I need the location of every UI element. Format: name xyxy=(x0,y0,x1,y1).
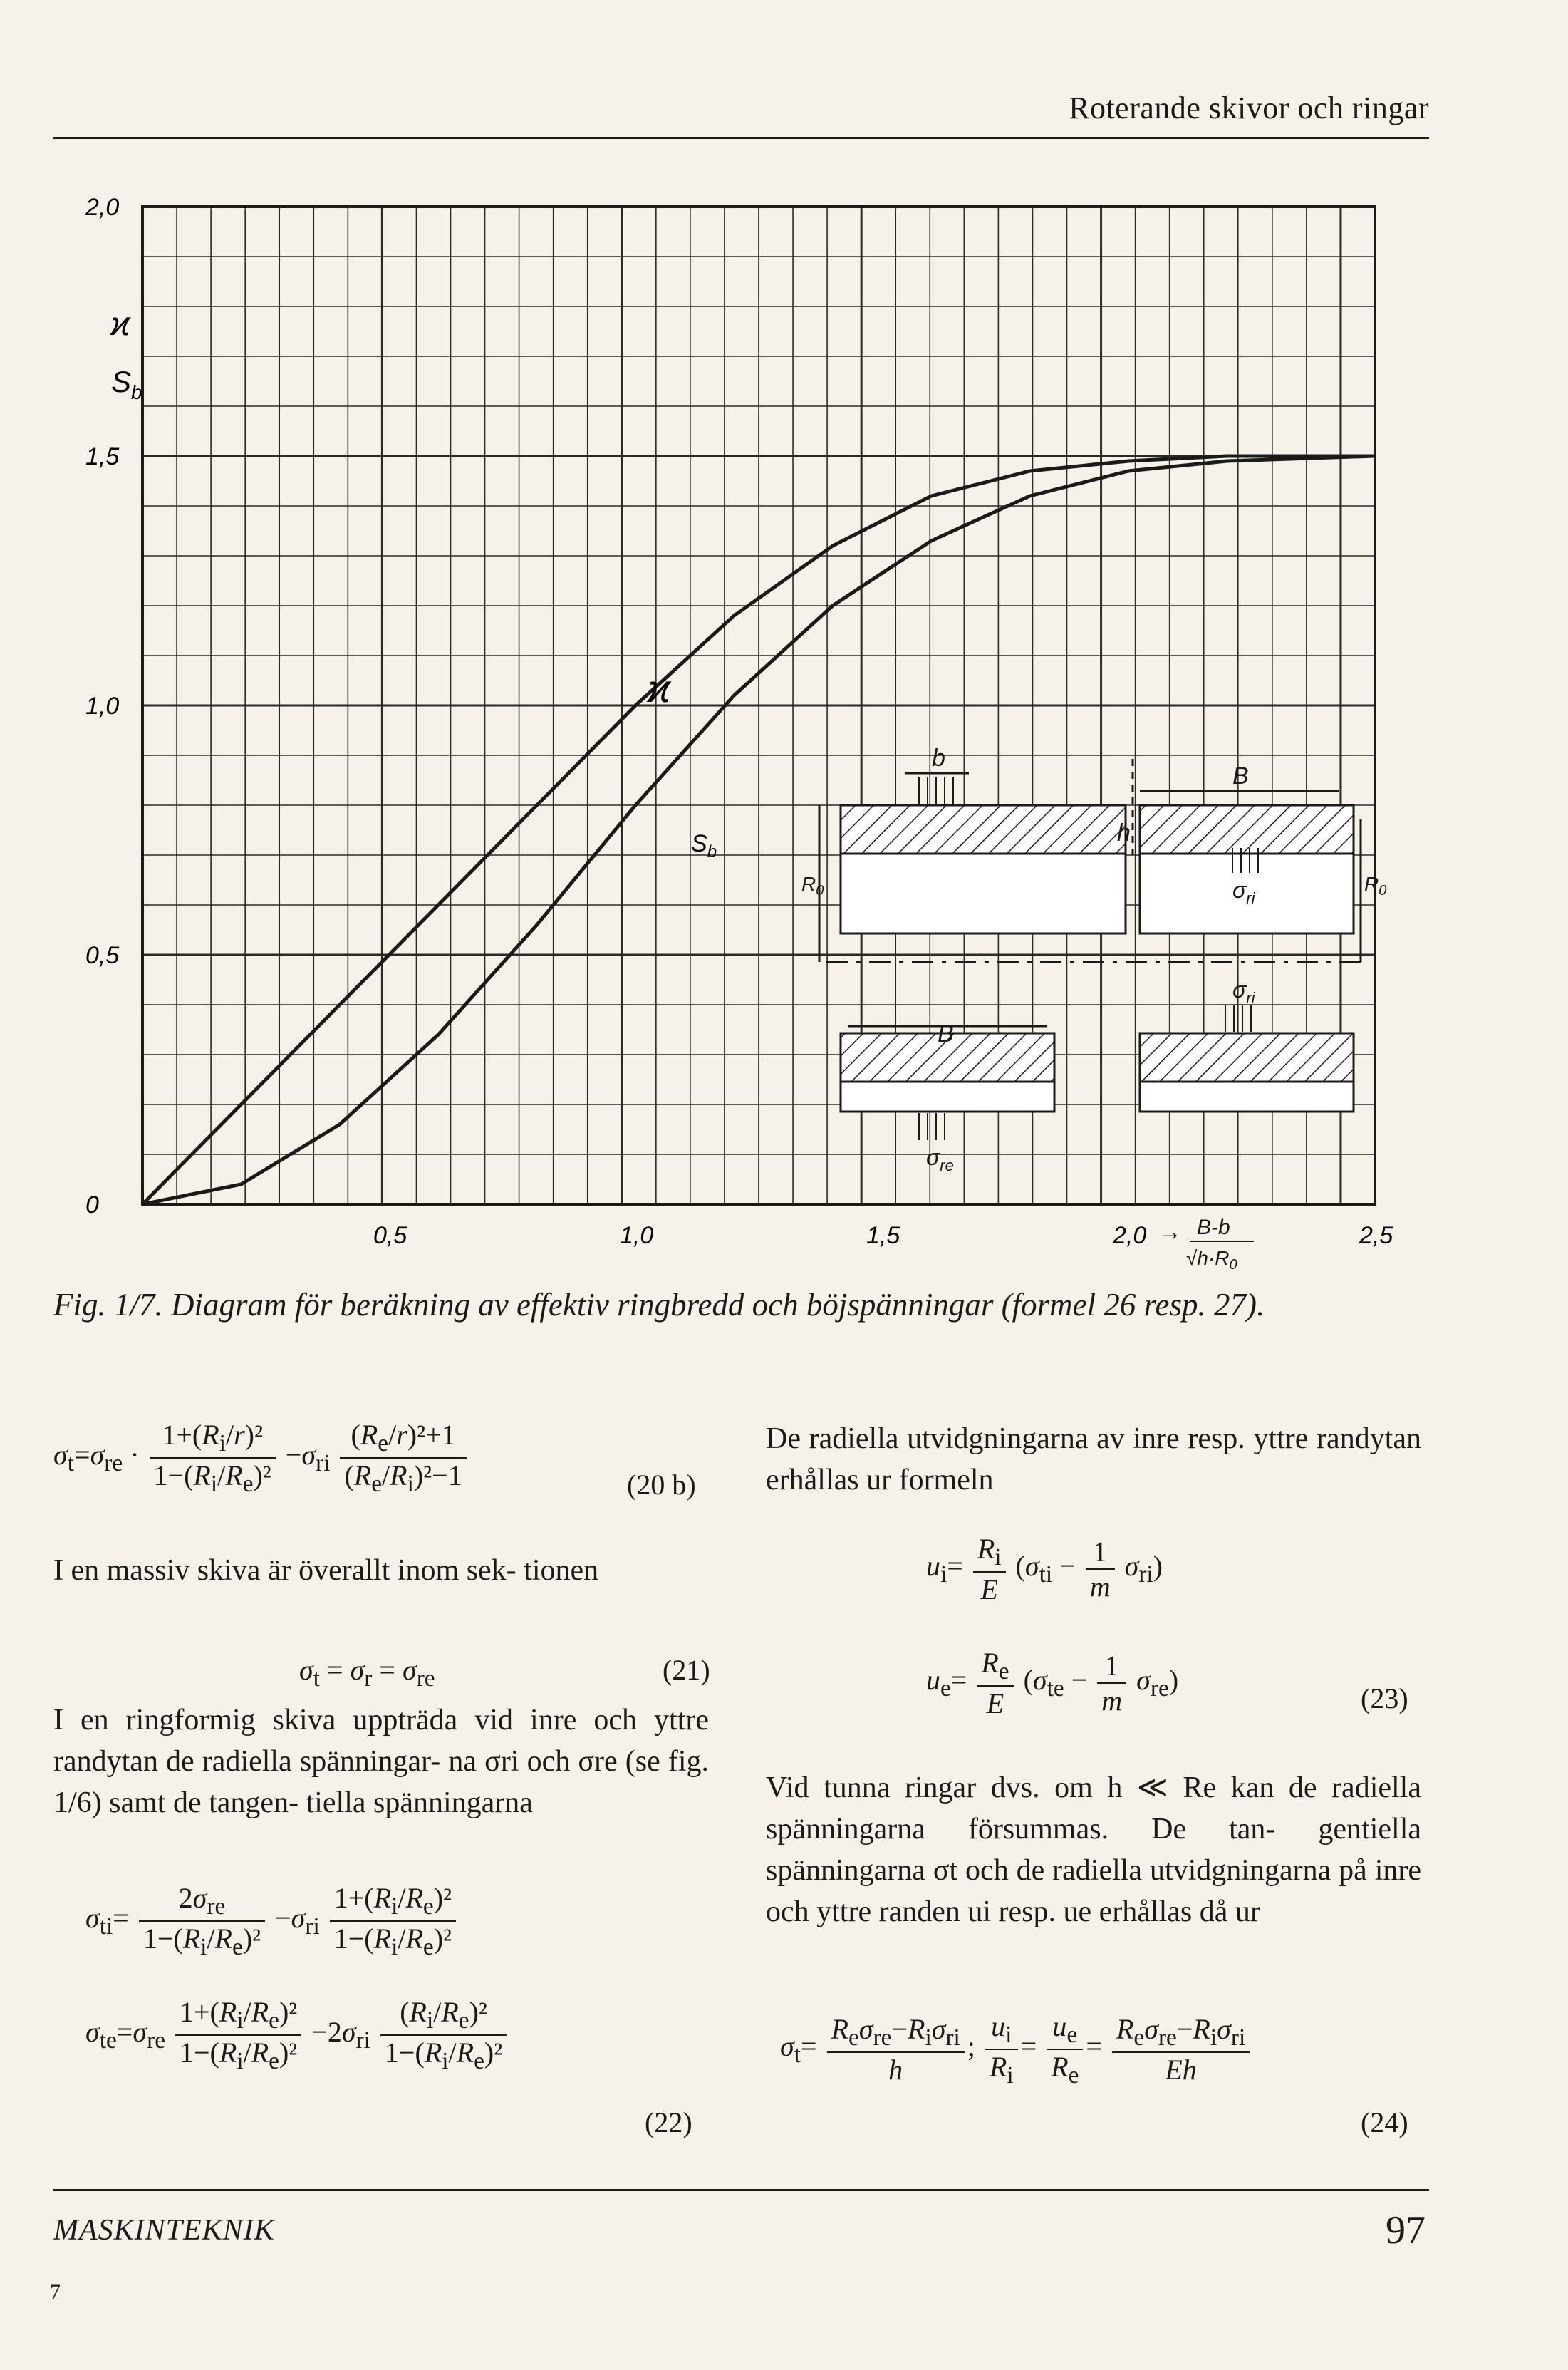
curve-label-sb: $S_b$ xyxy=(691,830,717,861)
inset-label-sigma-re: $\sigma_{re}$ xyxy=(926,1144,954,1174)
inset-label-B-top: B xyxy=(1232,762,1249,790)
equation-23b: $u_e=$ $\frac{R_e}{E}$ ($\sigma_{te}$ − $\frac{1}{m}$ $\sigma_{re}$) xyxy=(926,1647,1179,1719)
svg-text:→: → xyxy=(1158,1218,1182,1246)
footer-rule xyxy=(53,2189,1429,2191)
journal-name: MASKINTEKNIK xyxy=(53,2214,275,2247)
y-tick-label: 0 xyxy=(85,1191,99,1218)
equation-20b-number: (20 b) xyxy=(627,1469,696,1501)
running-header: Roterande skivor och ringar xyxy=(1069,90,1429,125)
equation-23-number: (23) xyxy=(1361,1682,1408,1714)
curve-label-kappa: ϰ xyxy=(648,668,670,710)
x-tick-label: 2,5 xyxy=(1359,1222,1393,1249)
y-tick-label: 2,0 xyxy=(85,194,120,221)
inset-label-r0-left: $R_0$ xyxy=(801,873,824,899)
inset-label-B-bottom: B xyxy=(938,1020,954,1047)
equation-22a: $\sigma_{ti}=$ $\frac{2\sigma_{re}}{1-(R_i/R_e)^2}$ $-\sigma_{ri}$ $\frac{1+(R_i/R_e)^2}{1-(R_i/R_e)^2}$ xyxy=(85,1881,459,1961)
equation-24-number: (24) xyxy=(1361,2106,1408,2138)
y-tick-label: 1,5 xyxy=(85,443,120,470)
left-paragraph-2: I en ringformig skiva uppträda vid inre och yttre randytan de radiella spänningar- na σri och σre (se fig. 1/6) samt de tangen- tiella spänningarna xyxy=(53,1704,709,1819)
equation-21-number: (21) xyxy=(663,1654,710,1686)
svg-text:B-b: B-b xyxy=(1197,1216,1230,1239)
inset-label-b: b xyxy=(932,745,945,772)
page-number: 97 xyxy=(1386,2208,1426,2252)
inset-label-h: h xyxy=(1117,819,1131,847)
x-tick-label: 2,0 xyxy=(1113,1222,1147,1249)
left-paragraph-1: I en massiv skiva är överallt inom sek- tionen xyxy=(53,1554,599,1587)
y-tick-label: 0,5 xyxy=(85,942,120,969)
ringwidth-diagram xyxy=(85,178,1453,1275)
equation-22-number: (22) xyxy=(645,2106,692,2138)
signature-mark: 7 xyxy=(50,2280,61,2304)
y-axis-symbol-sb: $S_b$ xyxy=(111,365,142,403)
y-tick-label: 1,0 xyxy=(85,693,120,720)
x-tick-label: 1,5 xyxy=(866,1222,900,1249)
figure-caption: Fig. 1/7. Diagram för beräkning av effektiv ringbredd och böjspänningar (formel 26 resp. 27). xyxy=(53,1287,1265,1323)
inset-label-r0-right: $R_0$ xyxy=(1364,873,1387,899)
equation-24: $\sigma_t=$ $\frac{R_e\sigma_{re}-R_i\sigma_{ri}}{h}$ ; $\frac{u_i}{R_i}$ = $\frac{u_e}{R_e}$ = $\frac{R_e\sigma_{re}-R_i\sigma_{ri}}{Eh}$ xyxy=(780,2009,1252,2089)
x-tick-label: 1,0 xyxy=(620,1222,654,1249)
equation-20b: $\sigma_t=\sigma_{re}$ · $\frac{1+(R_i/r)^2}{1-(R_i/R_e)^2}$ $-\sigma_{ri}$ $\frac{(R_e/r)^2+1}{(R_e/R_i)^2-1}$ xyxy=(53,1418,469,1498)
equation-23a: $u_i=$ $\frac{R_i}{E}$ ($\sigma_{ti}$ − $\frac{1}{m}$ $\sigma_{ri}$) xyxy=(926,1533,1163,1605)
x-axis-label xyxy=(1158,1216,1254,1273)
y-axis-symbol-kappa: ϰ xyxy=(111,305,130,342)
right-paragraph-2: Vid tunna ringar dvs. om h ≪ Re kan de radiella spänningarna försummas. De tan- gentiella spänningarna σt och de radiella utvidgningarna på inre och yttre randen ui resp. ue erhållas då ur xyxy=(766,1771,1421,1928)
inset-label-sigma-ri: $\sigma_{ri}$ xyxy=(1232,877,1255,907)
inset-label-sigma-ri-2: $\sigma_{ri}$ xyxy=(1232,977,1255,1007)
right-paragraph-1: De radiella utvidgningarna av inre resp. yttre randytan erhållas ur formeln xyxy=(766,1422,1421,1496)
cross-section-inset xyxy=(819,759,1368,1140)
header-rule xyxy=(53,137,1429,139)
equation-22b: $\sigma_{te}=\sigma_{re}$ $\frac{1+(R_i/R_e)^2}{1-(R_i/R_e)^2}$ $-2\sigma_{ri}$ $\frac{(R_i/R_e)^2}{1-(R_i/R_e)^2}$ xyxy=(85,1995,509,2075)
svg-text:√h·R0: $√h\cdot R_0$ xyxy=(1186,1247,1237,1273)
x-tick-label: 0,5 xyxy=(373,1222,407,1249)
equation-21: $\sigma_t = \sigma_r = \sigma_{re}$ xyxy=(299,1654,435,1692)
